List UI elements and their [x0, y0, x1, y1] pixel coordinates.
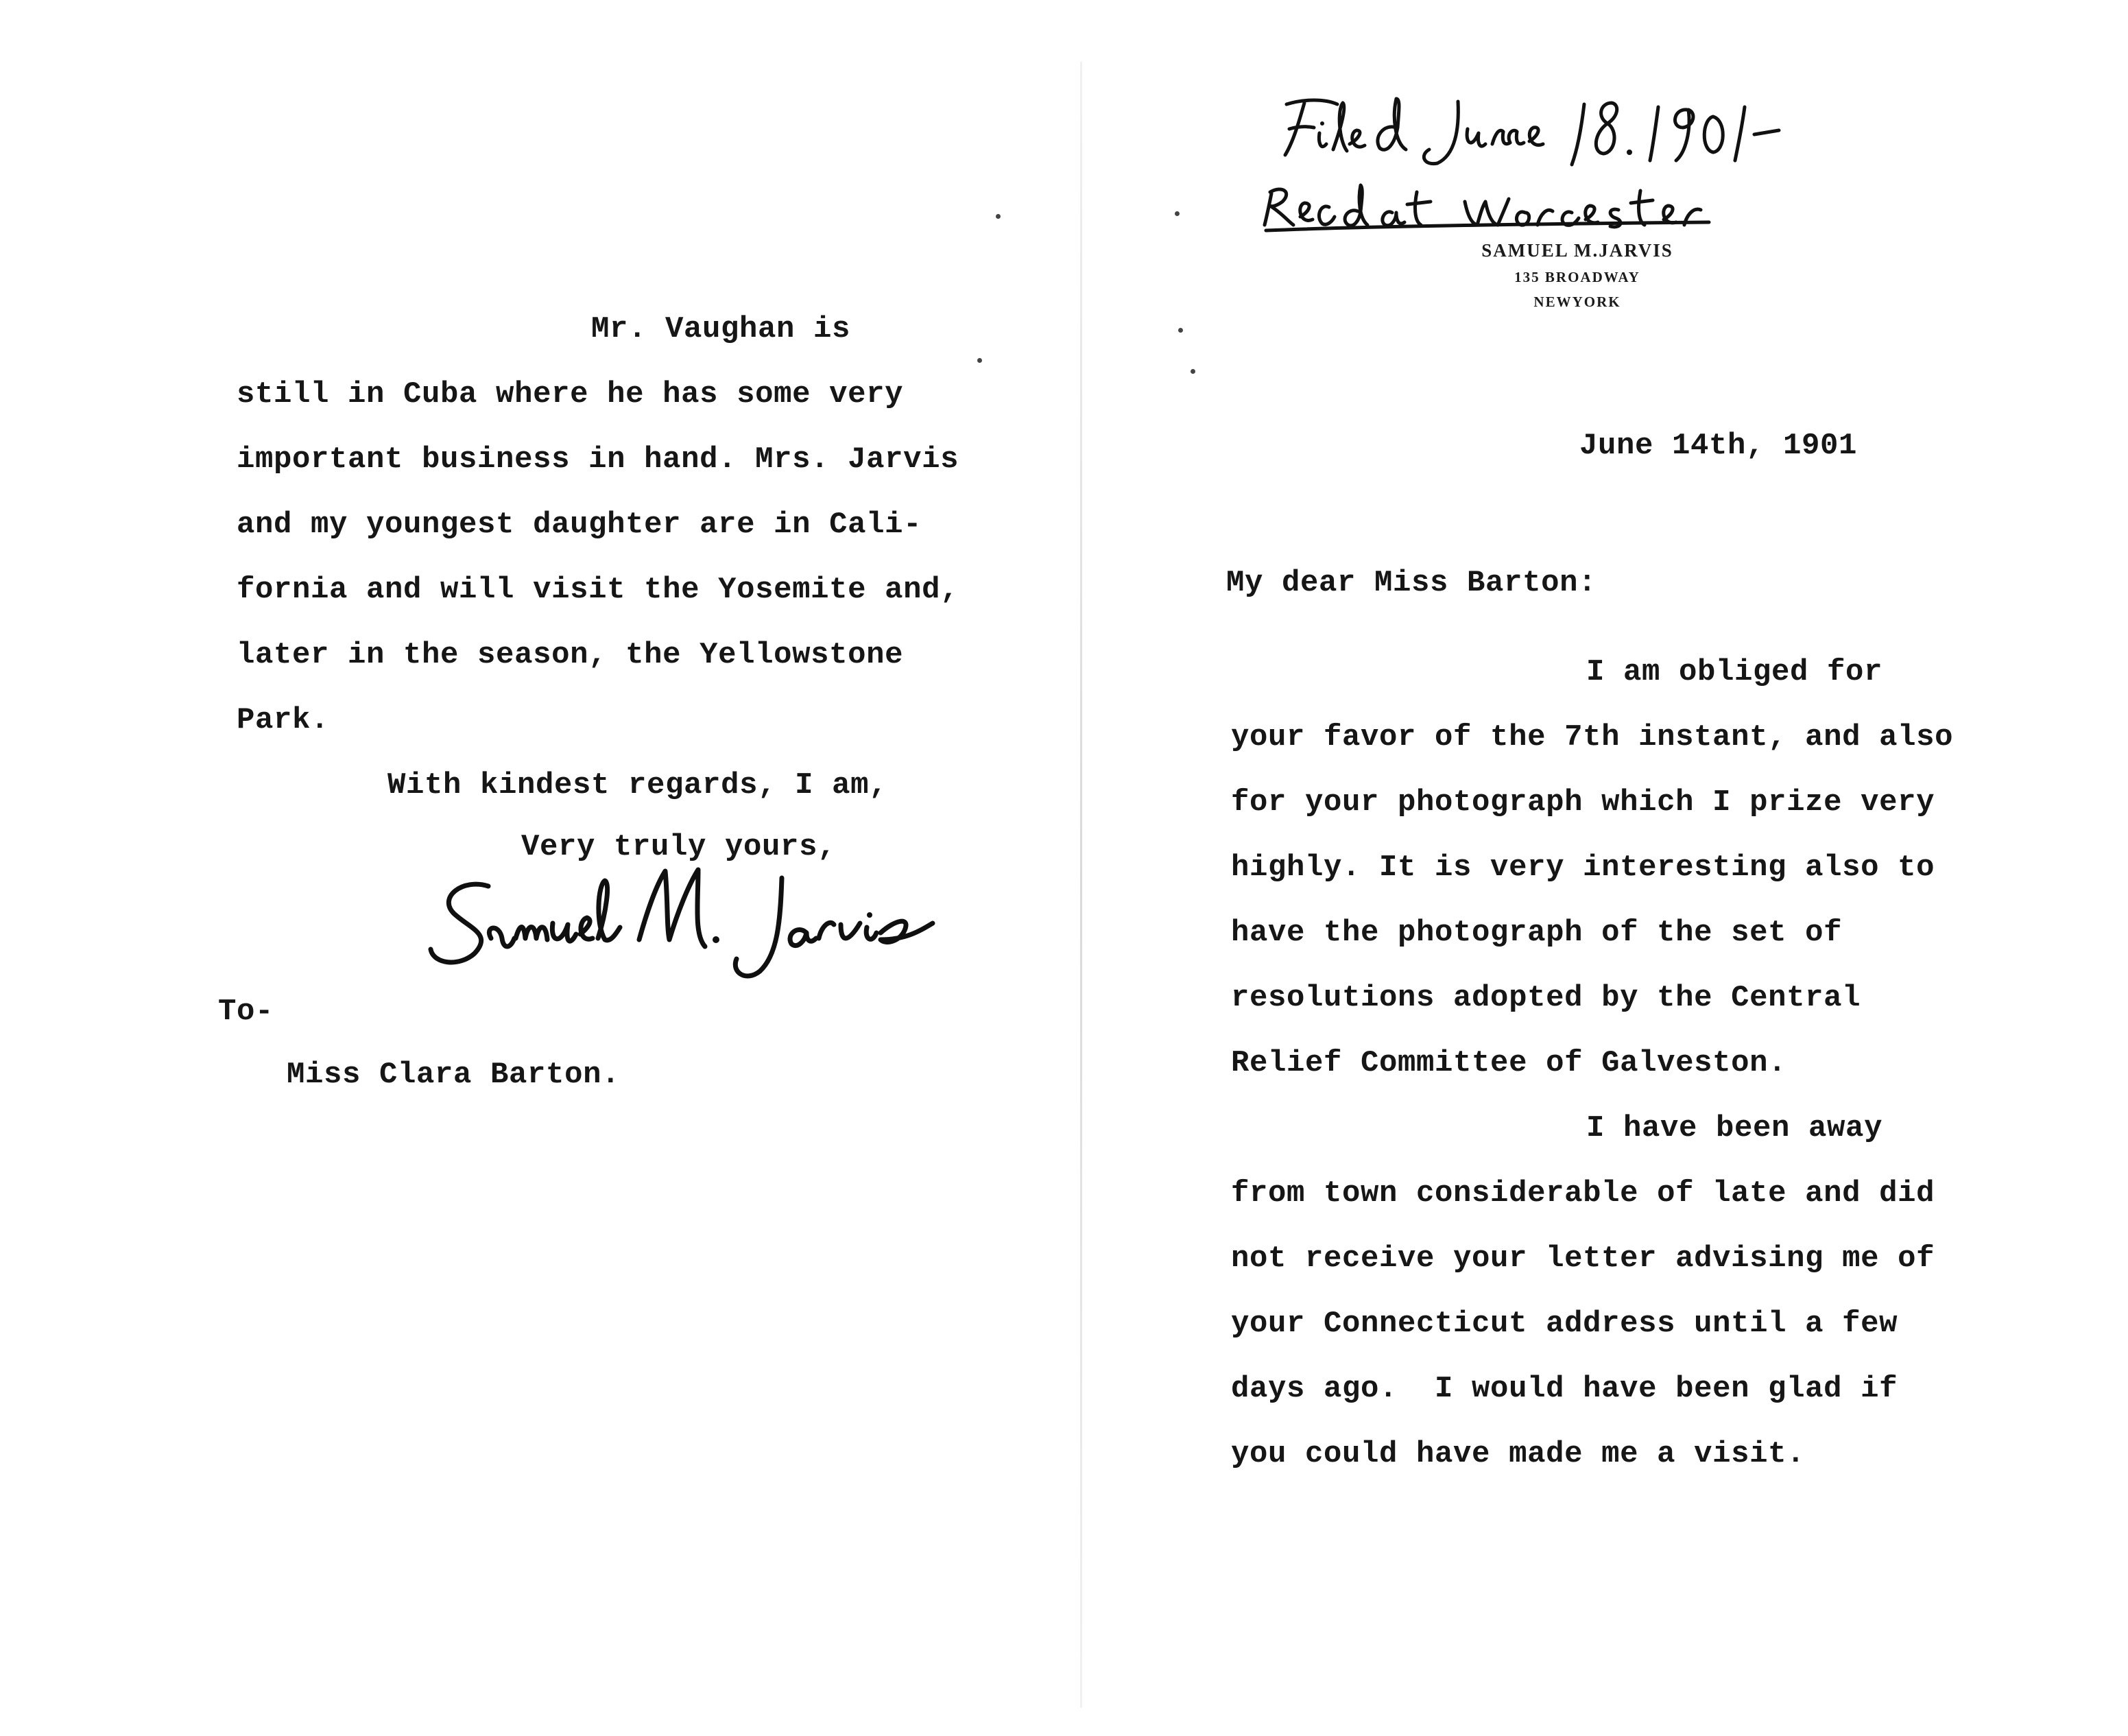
paper-speck [1178, 328, 1183, 333]
page-fold-divider [1080, 62, 1082, 1708]
signature-samuel-m-jarvis [425, 857, 1015, 995]
valediction: Very truly yours, [521, 830, 837, 864]
paragraph1-line: Relief Committee of Galveston. [1231, 1046, 1787, 1080]
paragraph1-line: have the photograph of the set of [1231, 916, 1843, 950]
left-body-line: fornia and will visit the Yosemite and, [237, 573, 959, 607]
salutation: My dear Miss Barton: [1226, 566, 1597, 600]
paragraph1-line: I am obliged for [1586, 655, 1883, 689]
closing-line: With kindest regards, I am, [387, 768, 888, 802]
letterhead-city: NEWYORK [1533, 294, 1621, 310]
paragraph1-line: your favor of the 7th instant, and also [1231, 720, 1954, 754]
paper-speck [996, 214, 1001, 219]
paragraph2-line: not receive your letter advising me of [1231, 1241, 1935, 1276]
left-body-line: still in Cuba where he has some very [237, 377, 904, 412]
paragraph1-line: resolutions adopted by the Central [1231, 981, 1861, 1015]
to-label: To- [218, 995, 274, 1029]
letterhead-name: SAMUEL M.JARVIS [1481, 240, 1673, 261]
recipient-name: Miss Clara Barton. [287, 1058, 621, 1092]
paper-speck [1191, 369, 1195, 374]
letterhead-address: 135 BROADWAY [1514, 269, 1640, 285]
paragraph2-line: days ago. I would have been glad if [1231, 1372, 1898, 1406]
paragraph1-line: for your photograph which I prize very [1231, 785, 1935, 820]
left-body-line: later in the season, the Yellowstone [237, 638, 904, 672]
paragraph2-line: I have been away [1586, 1111, 1883, 1145]
paragraph2-line: you could have made me a visit. [1231, 1437, 1806, 1471]
letter-date: June 14th, 1901 [1579, 429, 1858, 463]
left-body-line: Mr. Vaughan is [591, 312, 851, 346]
left-body-line: Park. [237, 703, 330, 737]
paper-speck [977, 358, 982, 363]
handwritten-filing-note [1262, 89, 1783, 233]
left-body-line: and my youngest daughter are in Cali- [237, 508, 922, 542]
paragraph2-line: your Connecticut address until a few [1231, 1307, 1898, 1341]
paragraph1-line: highly. It is very interesting also to [1231, 851, 1935, 885]
left-body-line: important business in hand. Mrs. Jarvis [237, 442, 959, 477]
paper-speck [1175, 211, 1180, 216]
paragraph2-line: from town considerable of late and did [1231, 1176, 1935, 1211]
